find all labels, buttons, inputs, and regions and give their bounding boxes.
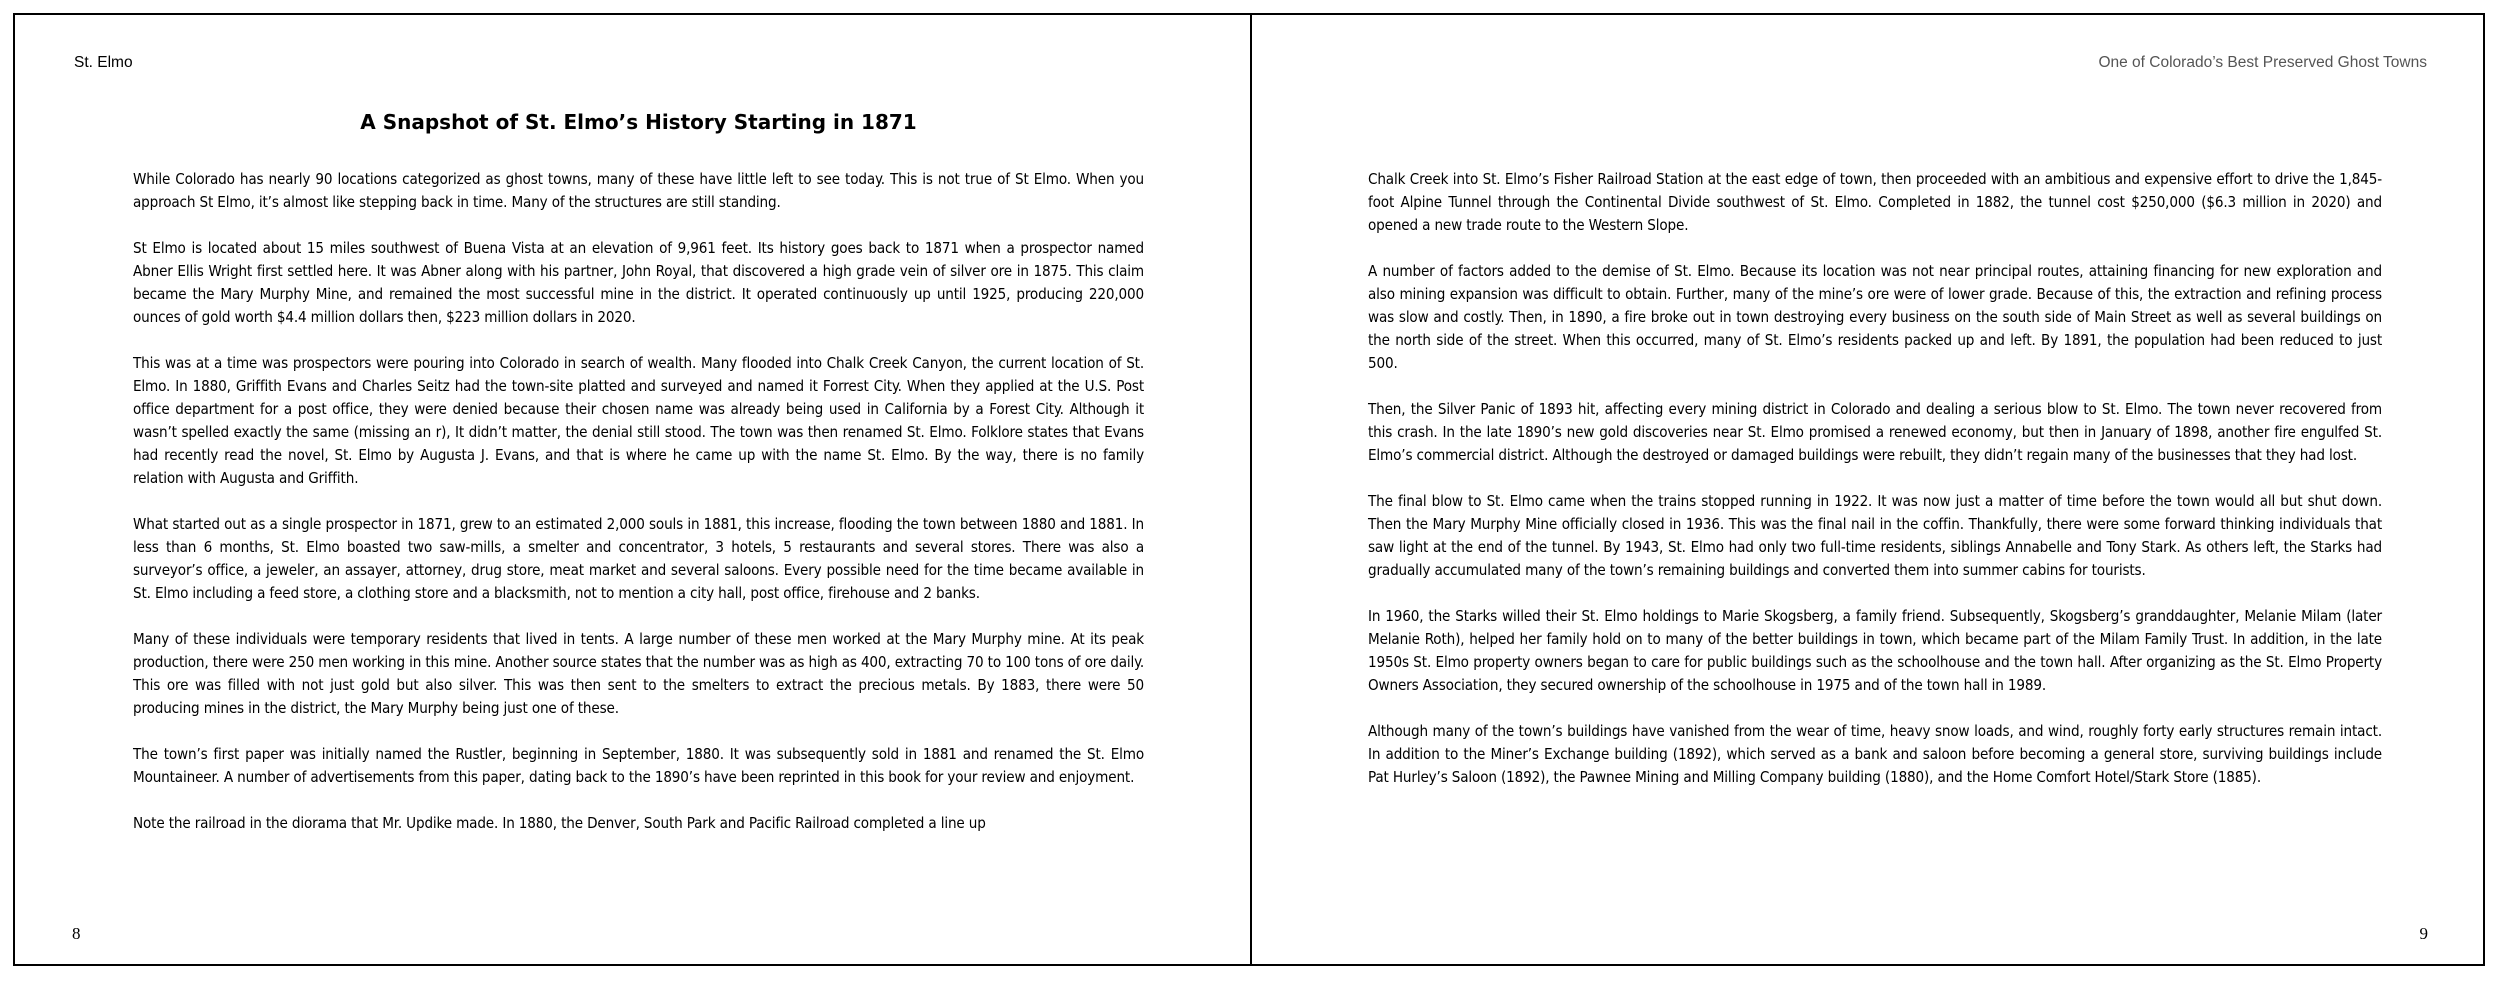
paragraph: Chalk Creek into St. Elmo’s Fisher Railroad Station at the east edge of town, then proceeded with an ambitious and expensive effort to drive the 1,845-foot Alpine Tunnel through the Continental Divide southwest of St. Elmo. Completed in 1882, the tunnel cost $250,000 ($6.3 million in 2020) and opened a new trade route to the Western Slope. — [1368, 170, 2382, 234]
right-page-body — [1368, 168, 2382, 812]
right-page — [1252, 15, 2485, 964]
paragraph: Note the railroad in the diorama that Mr. Updike made. In 1880, the Denver, South Park and Pacific Railroad completed a line up — [133, 814, 986, 832]
book-spread — [13, 13, 2485, 966]
running-header-left: St. Elmo — [74, 54, 133, 71]
running-header-right: One of Colorado’s Best Preserved Ghost Towns — [2098, 54, 2427, 71]
chapter-title: A Snapshot of St. Elmo’s History Starting in 1871 — [360, 110, 917, 134]
page-number-right: 9 — [2419, 924, 2428, 943]
paragraph: St Elmo is located about 15 miles southwest of Buena Vista at an elevation of 9,961 feet. Its history goes back to 1871 when a prospector named Abner Ellis Wright first settled here. It was Abner along with his partner, John Royal, that discovered a high grade vein of silver ore in 1875. This claim became the Mary Murphy Mine, and remained the most successful mine in the district. It operated continuously up until 1925, producing 220,000 ounces of gold worth $4.4 million dollars then, $223 million dollars in 2020. — [133, 239, 1144, 326]
paragraph: This was at a time was prospectors were pouring into Colorado in search of wealth. Many flooded into Chalk Creek Canyon, the current location of St. Elmo. In 1880, Griffith Evans and Charles Seitz had the town-site platted and surveyed and named it Forrest City. When they applied at the U.S. Post office department for a post office, they were denied because their chosen name was already being used in California by a Forest City. Although it wasn’t spelled exactly the same (missing an r), It didn’t matter, the denial still stood. The town was then renamed St. Elmo. Folklore states that Evans had recently read the novel, St. Elmo by Augusta J. Evans, and that is where he came up with the name St. Elmo. By the way, there is no family relation with Augusta and Griffith. — [133, 354, 1144, 487]
paragraph: Then, the Silver Panic of 1893 hit, affecting every mining district in Colorado and dealing a serious blow to St. Elmo. The town never recovered from this crash. In the late 1890’s new gold discoveries near St. Elmo promised a renewed economy, but then in January of 1898, another fire engulfed St. Elmo’s commercial district. Although the destroyed or damaged buildings were rebuilt, they didn’t regain many of the businesses that they had lost. — [1368, 400, 2382, 464]
paragraph: A number of factors added to the demise of St. Elmo. Because its location was not near principal routes, attaining financing for new exploration and also mining expansion was difficult to obtain. Further, many of the mine’s ore were of lower grade. Because of this, the extraction and refining process was slow and costly. Then, in 1890, a fire broke out in town destroying every business on the south side of Main Street as well as several buildings on the north side of the street. When this occurred, many of St. Elmo’s residents packed up and left. By 1891, the population had been reduced to just 500. — [1368, 262, 2382, 372]
paragraph: Although many of the town’s buildings have vanished from the wear of time, heavy snow loads, and wind, roughly forty early structures remain intact. In addition to the Miner’s Exchange building (1892), which served as a bank and saloon before becoming a general store, surviving buildings include Pat Hurley’s Saloon (1892), the Pawnee Mining and Milling Company building (1880), and the Home Comfort Hotel/Stark Store (1885). — [1368, 722, 2382, 786]
paragraph: The town’s first paper was initially named the Rustler, beginning in September, 1880. It was subsequently sold in 1881 and renamed the St. Elmo Mountaineer. A number of advertisements from this paper, dating back to the 1890’s have been reprinted in this book for your review and enjoyment. — [133, 745, 1144, 786]
paragraph: The final blow to St. Elmo came when the trains stopped running in 1922. It was now just a matter of time before the town would all but shut down. Then the Mary Murphy Mine officially closed in 1936. This was the final nail in the coffin. Thankfully, there were some forward thinking individuals that saw light at the end of the tunnel. By 1943, St. Elmo had only two full-time residents, siblings Annabelle and Tony Stark. As others left, the Starks had gradually accumulated many of the town’s remaining buildings and converted them into summer cabins for tourists. — [1368, 492, 2382, 579]
left-page — [15, 15, 1250, 964]
paragraph: In 1960, the Starks willed their St. Elmo holdings to Marie Skogsberg, a family friend. Subsequently, Skogsberg’s granddaughter, Melanie Milam (later Melanie Roth), helped her family hold on to many of the better buildings in town, which became part of the Milam Family Trust. In addition, in the late 1950s St. Elmo property owners began to care for public buildings such as the schoolhouse and the town hall. After organizing as the St. Elmo Property Owners Association, they secured ownership of the schoolhouse in 1975 and of the town hall in 1989. — [1368, 607, 2382, 694]
page-number-left: 8 — [72, 924, 81, 943]
left-page-body — [133, 168, 1144, 858]
paragraph: While Colorado has nearly 90 locations categorized as ghost towns, many of these have little left to see today. This is not true of St Elmo. When you approach St Elmo, it’s almost like stepping back in time. Many of the structures are still standing. — [133, 170, 1144, 211]
paragraph: Many of these individuals were temporary residents that lived in tents. A large number of these men worked at the Mary Murphy mine. At its peak production, there were 250 men working in this mine. Another source states that the number was as high as 400, extracting 70 to 100 tons of ore daily. This ore was filled with not just gold but also silver. This was then sent to the smelters to extract the precious metals. By 1883, there were 50 producing mines in the district, the Mary Murphy being just one of these. — [133, 630, 1145, 717]
paragraph: What started out as a single prospector in 1871, grew to an estimated 2,000 souls in 1881, this increase, flooding the town between 1880 and 1881. In less than 6 months, St. Elmo boasted two saw-mills, a smelter and concentrator, 3 hotels, 5 restaurants and several stores. There was also a surveyor’s office, a jeweler, an assayer, attorney, drug store, meat market and several saloons. Every possible need for the time became available in St. Elmo including a feed store, a clothing store and a blacksmith, not to mention a city hall, post office, firehouse and 2 banks. — [133, 515, 1144, 602]
